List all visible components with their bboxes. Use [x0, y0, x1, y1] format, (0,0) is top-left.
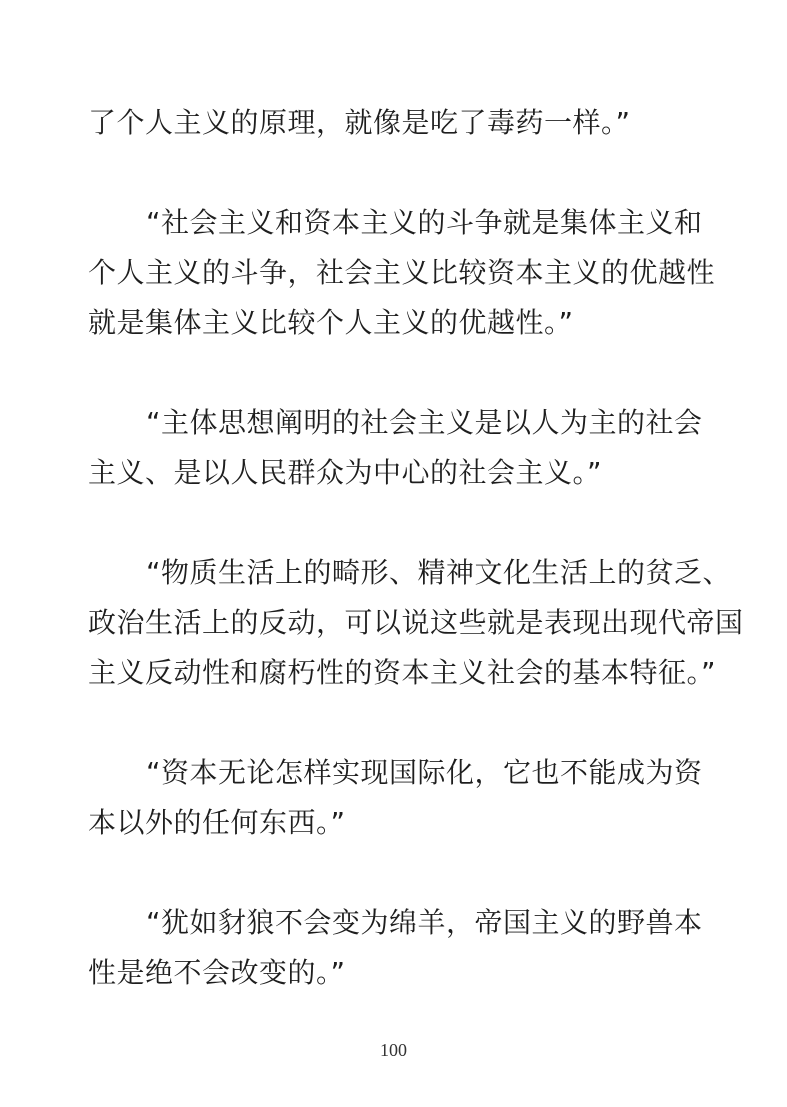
quote-paragraph: [88, 548, 744, 698]
paragraph-gap: [88, 498, 708, 548]
paragraph-continuation: [88, 98, 708, 148]
text-line: 政治生活上的反动，可以说这些就是表现出现代帝国: [88, 606, 744, 639]
quote-paragraph: [88, 398, 708, 498]
page-body: [88, 98, 744, 998]
text-line: 了个人主义的原理，就像是吃了毒药一样。”: [88, 106, 631, 139]
text-line: “社会主义和资本主义的斗争就是集体主义和: [146, 206, 703, 239]
text-line: 个人主义的斗争，社会主义比较资本主义的优越性: [88, 256, 716, 289]
paragraph-gap: [88, 848, 708, 898]
paragraph-gap: [88, 348, 708, 398]
text-line: “犹如豺狼不会变为绵羊，帝国主义的野兽本: [146, 906, 703, 939]
page-number: 100: [380, 1040, 407, 1060]
paragraph-gap: [88, 148, 708, 198]
quote-paragraph: [88, 198, 716, 348]
paragraph-gap: [88, 698, 708, 748]
text-line: 性是绝不会改变的。”: [88, 956, 346, 989]
quote-paragraph: [88, 898, 708, 998]
text-line: 主义、是以人民群众为中心的社会主义。”: [88, 456, 603, 489]
quote-paragraph: [88, 748, 708, 848]
text-line: 主义反动性和腐朽性的资本主义社会的基本特征。”: [88, 656, 717, 689]
text-line: 本以外的任何东西。”: [88, 806, 346, 839]
text-line: “物质生活上的畸形、精神文化生活上的贫乏、: [146, 556, 732, 589]
text-line: “资本无论怎样实现国际化，它也不能成为资: [146, 756, 703, 789]
text-line: “主体思想阐明的社会主义是以人为主的社会: [146, 406, 703, 439]
text-line: 就是集体主义比较个人主义的优越性。”: [88, 306, 574, 339]
